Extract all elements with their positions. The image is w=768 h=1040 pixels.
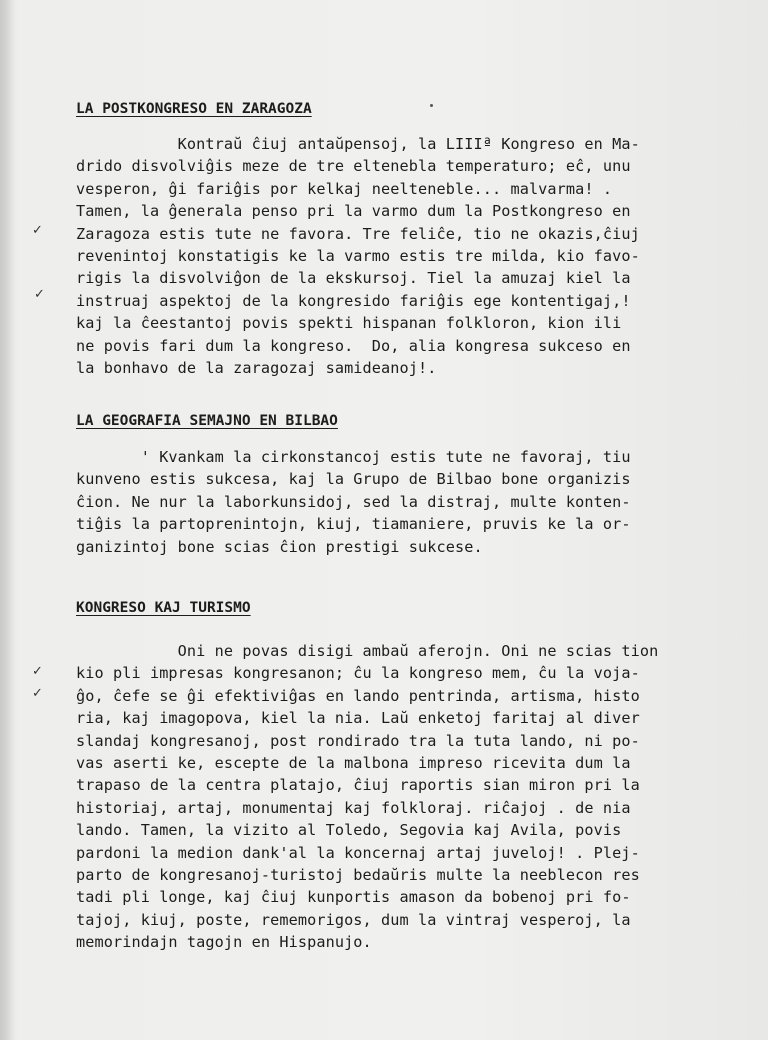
text-line: kaj la ĉeestantoj povis spekti hispanan folkloron, kion ili: [76, 314, 622, 333]
text-line: drido disvolviĝis meze de tre eltenebla temperaturo; eĉ, unu: [76, 157, 631, 176]
section-geografia: [76, 413, 716, 429]
paragraph: [76, 640, 716, 954]
text-line: pardoni la medion dank'al la koncernaj artaj juveloj! . Plej-: [76, 843, 640, 862]
section-geografia-body: [76, 446, 716, 558]
margin-check-mark: ✓: [32, 223, 43, 238]
section-heading: KONGRESO KAJ TURISMO: [76, 600, 251, 616]
text-line: tiĝis la partoprenintojn, kiuj, tiamaniere, pruvis ke la or-: [76, 515, 631, 534]
text-line: tajoj, kiuj, poste, rememorigos, dum la vintraj vesperoj, la: [76, 910, 631, 929]
text-line: memorindajn tagojn en Hispanujo.: [76, 933, 372, 952]
text-line: ria, kaj imagopova, kiel la nia. Laŭ enketoj faritaj al diver: [76, 709, 640, 728]
margin-check-mark: ✓: [32, 686, 43, 701]
section-postkongreso-body: [76, 133, 716, 379]
section-postkongreso: [76, 101, 716, 117]
text-line: ne povis fari dum la kongreso. Do, alia kongresa sukceso en: [76, 336, 631, 355]
section-turismo: [76, 600, 716, 616]
margin-check-mark: ✓: [32, 664, 43, 679]
text-line: vesperon, ĝi fariĝis por kelkaj neelteneble... malvarma! .: [76, 179, 613, 198]
text-line: kio pli impresas kongresanon; ĉu la kongreso mem, ĉu la voja-: [76, 664, 640, 683]
paragraph: [76, 446, 716, 558]
text-line: rigis la disvolviĝon de la ekskursoj. Tiel la amuzaj kiel la: [76, 269, 631, 288]
paragraph: [76, 133, 716, 379]
text-line: vas aserti ke, escepte de la malbona impreso ricevita dum la: [76, 754, 631, 773]
margin-check-mark: ✓: [34, 287, 45, 302]
text-line: Kontraŭ ĉiuj antaŭpensoj, la LIIIª Kongreso en Ma-: [76, 135, 640, 153]
text-line: parto de kongresanoj-turistoj bedaŭris multe la neeblecon res: [76, 866, 640, 885]
text-line: la bonhavo de la zaragozaj samideanoj!.: [76, 359, 437, 378]
section-heading: LA POSTKONGRESO EN ZARAGOZA: [76, 101, 312, 117]
text-line: historiaj, artaj, monumentaj kaj folkloraj. riĉajoj . de nia: [76, 798, 631, 817]
text-line: ĉion. Ne nur la laborkunsidoj, sed la distraj, multe konten-: [76, 492, 631, 511]
text-line: lando. Tamen, la vizito al Toledo, Segovia kaj Avila, povis: [76, 821, 622, 840]
text-line: ganizintoj bone scias ĉion prestigi sukcese.: [76, 537, 483, 556]
text-line: Zaragoza estis tute ne favora. Tre feliĉe, tio ne okazis,ĉiuj: [76, 224, 640, 243]
section-turismo-body: [76, 640, 716, 954]
text-line: slandaj kongresanoj, post rondirado tra la tuta lando, ni po-: [76, 731, 640, 750]
specks-dot: [430, 104, 433, 107]
page-edge-shadow: [0, 0, 14, 1040]
text-line: revenintoj konstatigis ke la varmo estis tre milda, kio favo-: [76, 247, 640, 266]
text-line: trapaso de la centra platajo, ĉiuj raportis sian miron pri la: [76, 776, 640, 795]
text-line: ' Kvankam la cirkonstancoj estis tute ne favoraj, tiu: [76, 448, 631, 466]
text-line: instruaj aspektoj de la kongresido fariĝis ege kontentigaj,!: [76, 291, 631, 310]
section-heading: LA GEOGRAFIA SEMAJNO EN BILBAO: [76, 413, 338, 429]
text-line: tadi pli longe, kaj ĉiuj kunportis amason da bobenoj pri fo-: [76, 888, 631, 907]
text-line: Oni ne povas disigi ambaŭ aferojn. Oni ne scias tion: [76, 642, 659, 660]
text-line: ĝo, ĉefe se ĝi efektiviĝas en lando pentrinda, artisma, histo: [76, 686, 640, 705]
text-line: Tamen, la ĝenerala penso pri la varmo dum la Postkongreso en: [76, 202, 631, 221]
text-line: kunveno estis sukcesa, kaj la Grupo de Bilbao bone organizis: [76, 470, 631, 489]
